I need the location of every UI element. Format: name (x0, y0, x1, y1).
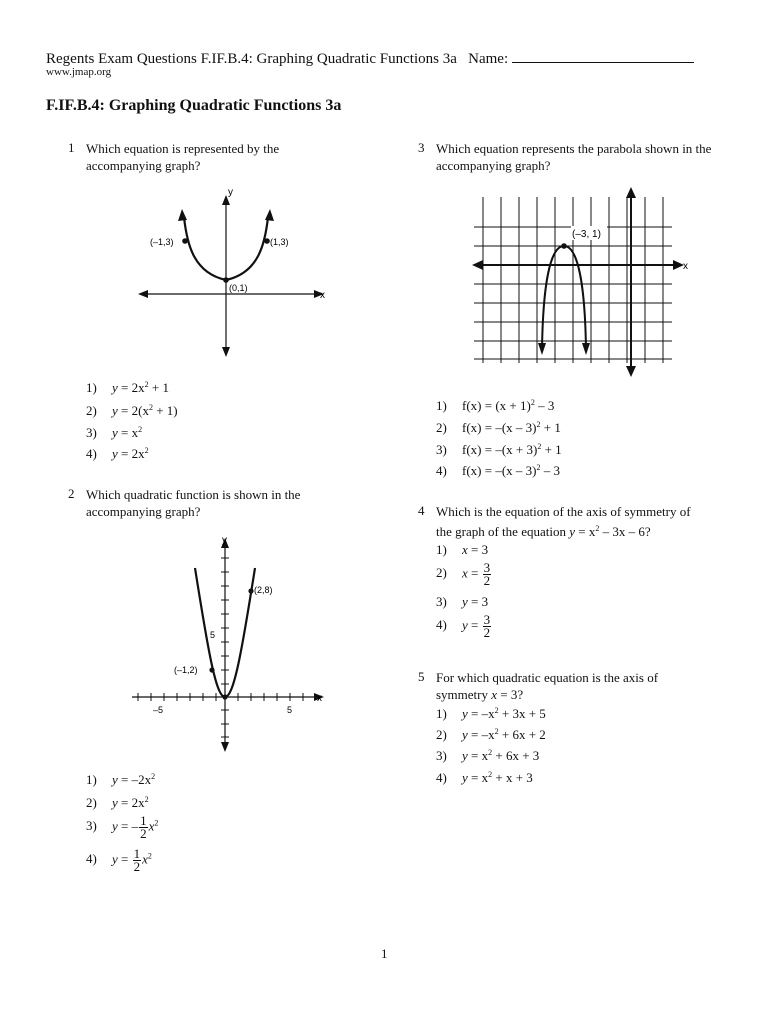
q4-text-line1: Which is the equation of the axis of symmetry of (436, 504, 691, 519)
q3-graph (470, 185, 695, 381)
name-blank (512, 48, 694, 63)
q2-choice-4: 4) y = $\frac{1}{2}$ $x^2$ (86, 846, 152, 874)
q3-parabola (542, 246, 586, 349)
q1-label-p3: (0,1) (229, 283, 248, 293)
q1-x-label: x (320, 290, 325, 301)
q5-text-line1: For which quadratic equation is the axis of (436, 670, 659, 685)
q1-choice-4: 4) $y = 2x^2$ (86, 446, 149, 461)
q4-choice-3: 3) y = 3 (436, 594, 489, 609)
page-header (46, 48, 694, 68)
q5-choice-3: 3) $y = x^2 + 6x + 3$ (436, 748, 540, 763)
q2-y-label: y (222, 535, 227, 546)
q1-y-arrow-down (222, 347, 230, 357)
q1-graph (134, 185, 330, 361)
q3-choice-4: 4) f(x) = –(x – 3)$^2$ – 3 (436, 463, 560, 478)
q2-x-label: x (317, 693, 322, 704)
q1-choice-2: 2) $y = 2(x^2 + 1)$ (86, 403, 178, 418)
q1-text: Which equation is represented by the accompanying graph? (86, 141, 280, 173)
q5-number: 5 (418, 669, 425, 684)
q2-point-neg1-2 (209, 667, 214, 672)
q3-number: 3 (418, 140, 425, 155)
q2-choice-2: 2) $y = 2x^2$ (86, 795, 149, 810)
q1-curve-arrow-right (265, 209, 274, 221)
document-title: F.IF.B.4: Graphing Quadratic Functions 3a (46, 97, 342, 114)
q5-choice-4: 4) $y = x^2 + x + 3$ (436, 770, 533, 785)
q3-curve-arrow-left (538, 343, 546, 355)
header-title: Regents Exam Questions F.IF.B.4: Graphing Quadratic Functions 3a (46, 51, 457, 67)
q2-point-origin (222, 694, 227, 699)
q2-point-2-8 (248, 588, 253, 593)
q2-label-p1: (2,8) (254, 585, 273, 595)
q4-choice-1: 1) x = 3 (436, 542, 489, 557)
q1-point-neg1-3 (182, 238, 188, 244)
q1-label-p2: (1,3) (270, 237, 289, 247)
q1-number: 1 (68, 140, 75, 155)
q2-label-5x: 5 (287, 705, 293, 715)
q2-text: Which quadratic function is shown in the accompanying graph? (86, 487, 301, 519)
q3-y-arrow-down (626, 366, 636, 377)
q3-grid (474, 197, 672, 363)
q3-y-arrow-up (626, 187, 636, 198)
q5-choice-2: 2) $y = -x^2 + 6x + 2$ (436, 727, 546, 742)
name-label: Name: (468, 51, 509, 67)
page-number: 1 (381, 946, 388, 961)
q2-graph (128, 530, 328, 755)
q1-choice-3: 3) $y = x^2$ (86, 425, 143, 440)
q5-text-line2: symmetry x = 3? (436, 687, 524, 702)
q3-x-arrow-left (472, 260, 483, 270)
q3-choice-2: 2) f(x) = –(x – 3)$^2$ + 1 (436, 420, 561, 435)
q4-choice-4: 4) y = $\frac{3}{2}$ (436, 612, 491, 640)
q2-label-p2: (–1,2) (174, 665, 198, 675)
q2-choice-3: 3) y = – $\frac{1}{2}$ $x^2$ (86, 813, 159, 841)
q2-choice-1: 1) $y = -2x^2$ (86, 772, 156, 787)
q3-choice-3: 3) $f(x) = -(x + 3)^2 + 1$ (436, 442, 562, 457)
q3-choice-1: 1) $f(x) = (x + 1)^2 - 3$ (436, 398, 555, 413)
q4-text-line2: the graph of the equation $y = x^2 - 3x - 6$? (436, 524, 651, 539)
q1-y-label: y (228, 187, 233, 198)
q1-curve-arrow-left (178, 209, 187, 221)
q2-label-5y: 5 (210, 630, 216, 640)
q1-point-1-3 (264, 238, 270, 244)
q3-vertex-label: (–3, 1) (572, 229, 601, 240)
q1-label-p1: (–1,3) (150, 237, 174, 247)
q2-number: 2 (68, 486, 75, 501)
q1-point-0-1 (223, 277, 229, 283)
q4-choice-2: 2) x = $\frac{3}{2}$ (436, 560, 491, 588)
q2-y-arrow-down (221, 742, 229, 752)
q3-curve-arrow-right (582, 343, 590, 355)
q5-choice-1: 1) $y = -x^2 + 3x + 5$ (436, 706, 546, 721)
site-url: www.jmap.org (46, 66, 112, 78)
q3-text: Which equation represents the parabola shown in the accompanying graph? (436, 141, 712, 173)
q3-x-label: x (683, 261, 688, 272)
q2-label-neg5: –5 (153, 705, 164, 715)
q3-vertex-point (561, 243, 567, 249)
q1-x-arrow-left (138, 290, 148, 298)
q1-choice-1: 1) $y = 2x^2 + 1$ (86, 380, 169, 395)
q4-number: 4 (418, 503, 425, 518)
